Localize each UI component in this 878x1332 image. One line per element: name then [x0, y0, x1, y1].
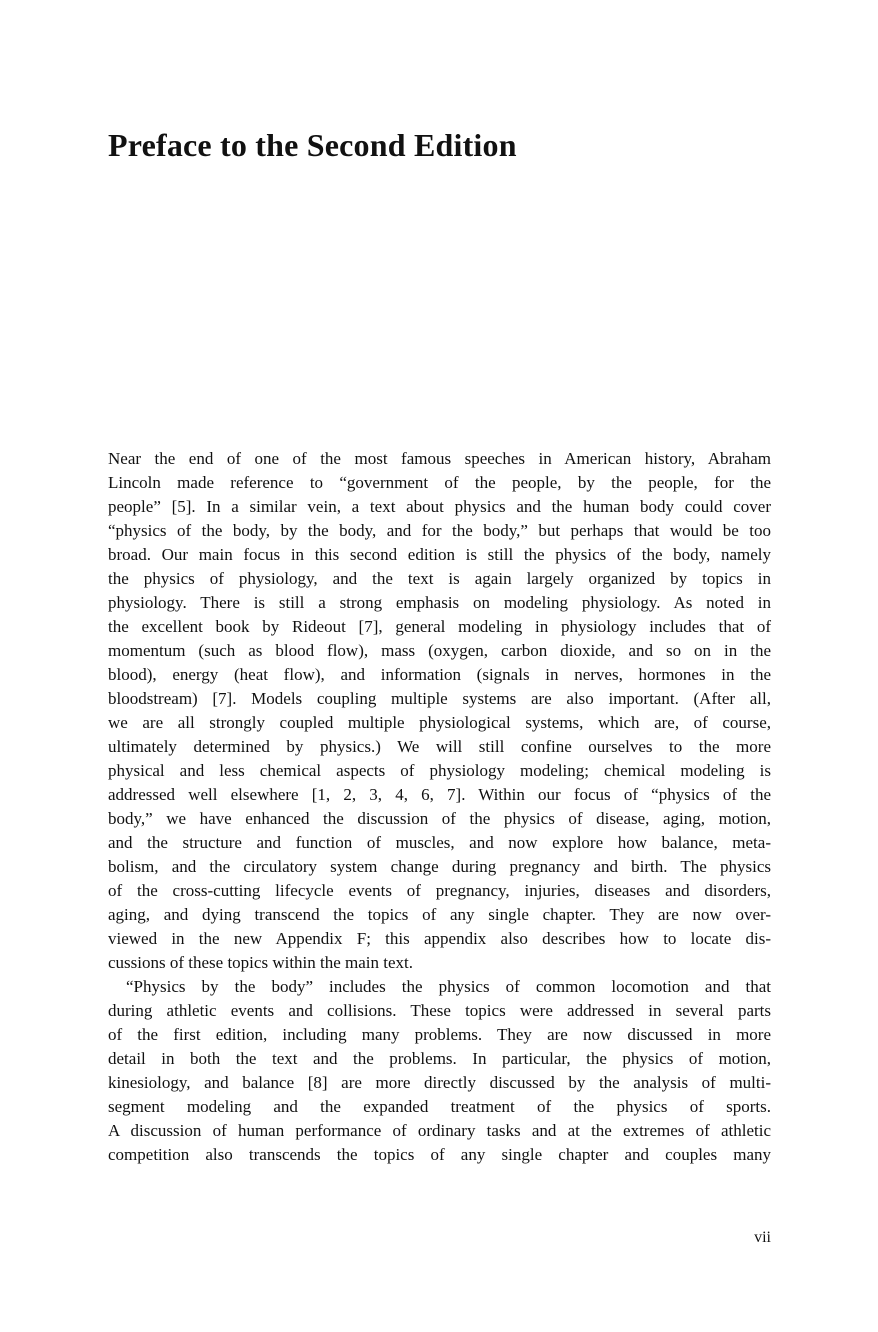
text-line: broad. Our main focus in this second edition is still the physics of the body, namely	[108, 545, 771, 564]
text-line: momentum (such as blood flow), mass (oxygen, carbon dioxide, and so on in the	[108, 641, 771, 660]
text-line: bolism, and the circulatory system change during pregnancy and birth. The physics	[108, 857, 771, 876]
text-line: the physics of physiology, and the text is again largely organized by topics in	[108, 569, 771, 588]
text-line: ultimately determined by physics.) We will still confine ourselves to the more	[108, 737, 771, 756]
text-line: during athletic events and collisions. These topics were addressed in several parts	[108, 1001, 771, 1020]
text-line: people” [5]. In a similar vein, a text about physics and the human body could cover	[108, 497, 771, 516]
text-line: Lincoln made reference to “government of the people, by the people, for the	[108, 473, 771, 492]
text-line: viewed in the new Appendix F; this appendix also describes how to locate dis-	[108, 929, 771, 948]
page-title: Preface to the Second Edition	[108, 127, 517, 164]
text-line: “Physics by the body” includes the physics of common locomotion and that	[126, 977, 771, 996]
text-line: segment modeling and the expanded treatment of the physics of sports.	[108, 1097, 771, 1116]
text-line: the excellent book by Rideout [7], general modeling in physiology includes that of	[108, 617, 771, 636]
text-line: detail in both the text and the problems. In particular, the physics of motion,	[108, 1049, 771, 1068]
text-line: body,” we have enhanced the discussion of the physics of disease, aging, motion,	[108, 809, 771, 828]
text-line: addressed well elsewhere [1, 2, 3, 4, 6, 7]. Within our focus of “physics of the	[108, 785, 771, 804]
page-number: vii	[754, 1229, 771, 1246]
text-line: “physics of the body, by the body, and for the body,” but perhaps that would be too	[108, 521, 771, 540]
paragraph	[108, 975, 771, 1167]
text-line: cussions of these topics within the main text.	[108, 953, 414, 972]
text-line: competition also transcends the topics of any single chapter and couples many	[108, 1145, 771, 1164]
text-line: physical and less chemical aspects of physiology modeling; chemical modeling is	[108, 761, 771, 780]
text-line: bloodstream) [7]. Models coupling multiple systems are also important. (After all,	[108, 689, 771, 708]
preface-body	[108, 447, 771, 1167]
text-line: blood), energy (heat flow), and information (signals in nerves, hormones in the	[108, 665, 771, 684]
text-line: kinesiology, and balance [8] are more directly discussed by the analysis of multi-	[108, 1073, 771, 1092]
text-line: we are all strongly coupled multiple physiological systems, which are, of course,	[108, 713, 771, 732]
text-line: of the cross-cutting lifecycle events of pregnancy, injuries, diseases and disorders,	[108, 881, 771, 900]
text-line: Near the end of one of the most famous speeches in American history, Abraham	[108, 449, 771, 468]
text-line: A discussion of human performance of ordinary tasks and at the extremes of athletic	[108, 1121, 771, 1140]
text-line: of the first edition, including many problems. They are now discussed in more	[108, 1025, 771, 1044]
text-line: and the structure and function of muscles, and now explore how balance, meta-	[108, 833, 771, 852]
text-line: physiology. There is still a strong emphasis on modeling physiology. As noted in	[108, 593, 771, 612]
paragraph	[108, 447, 771, 975]
text-line: aging, and dying transcend the topics of any single chapter. They are now over-	[108, 905, 771, 924]
